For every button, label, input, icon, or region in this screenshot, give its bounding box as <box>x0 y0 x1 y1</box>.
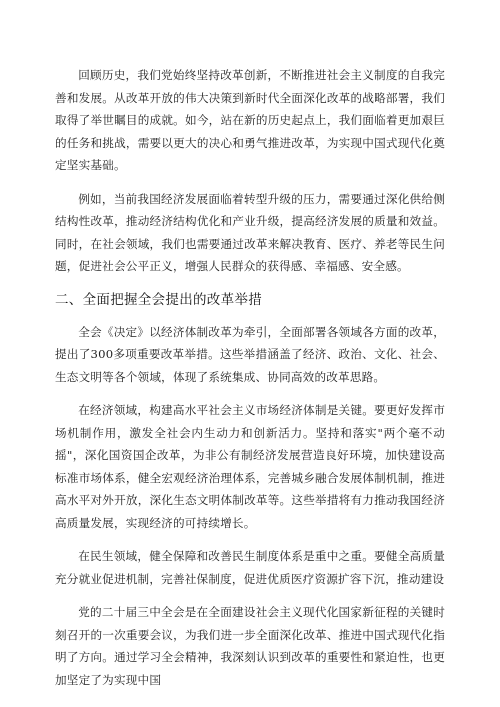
paragraph-history: 回顾历史，我们党始终坚持改革创新，不断推进社会主义制度的自我完善和发展。从改革开放的伟大决策到新时代全面深化改革的战略部署，我们取得了举世瞩目的成就。如今，站在新的历史起点上，我们面临着更加艰巨的任务和挑战，需要以更大的决心和勇气推进改革，为实现中国式现代化奠定坚实基础。 <box>55 68 445 172</box>
paragraph-livelihood: 在民生领域，健全保障和改善民生制度体系是重中之重。要健全高质量充分就业促进机制，完善社保制度，促进优质医疗资源扩容下沉，推动建设 <box>55 549 445 586</box>
section-heading: 二、全面把握全会提出的改革举措 <box>55 291 262 308</box>
paragraph-example: 例如，当前我国经济发展面临着转型升级的压力，需要通过深化供给侧结构性改革，推动经济结构优化和产业升级，提高经济发展的质量和效益。同时，在社会领域，我们也需要通过改革来解决教育、医疗、养老等民生问题，促进社会公平正义，增强人民群众的获得感、幸福感、安全感。 <box>55 191 445 273</box>
paragraph-conclusion: 党的二十届三中全会是在全面建设社会主义现代化国家新征程的关键时刻召开的一次重要会议，为我们进一步全面深化改革、推进中国式现代化指明了方向。通过学习全会精神，我深刻认识到改革的重要性和紧迫性，也更加坚定了为实现中国 <box>55 605 445 687</box>
paragraph-decision: 全会《决定》以经济体制改革为牵引，全面部署各领域各方面的改革，提出了300多项重要改革举措。这些举措涵盖了经济、政治、文化、社会、生态文明等各个领域，体现了系统集成、协同高效的改革思路。 <box>55 324 445 384</box>
paragraph-economy: 在经济领域，构建高水平社会主义市场经济体制是关键。要更好发挥市场机制作用，激发全社会内生动力和创新活力。坚持和落实"两个毫不动摇"，深化国资国企改革，为非公有制经济发展营造良好环境，加快建设高标准市场体系，健全宏观经济治理体系，完善城乡融合发展体制机制，推进高水平对外开放，深化生态文明体制改革等。这些举措将有力推动我国经济高质量发展，实现经济的可持续增长。 <box>55 403 445 530</box>
